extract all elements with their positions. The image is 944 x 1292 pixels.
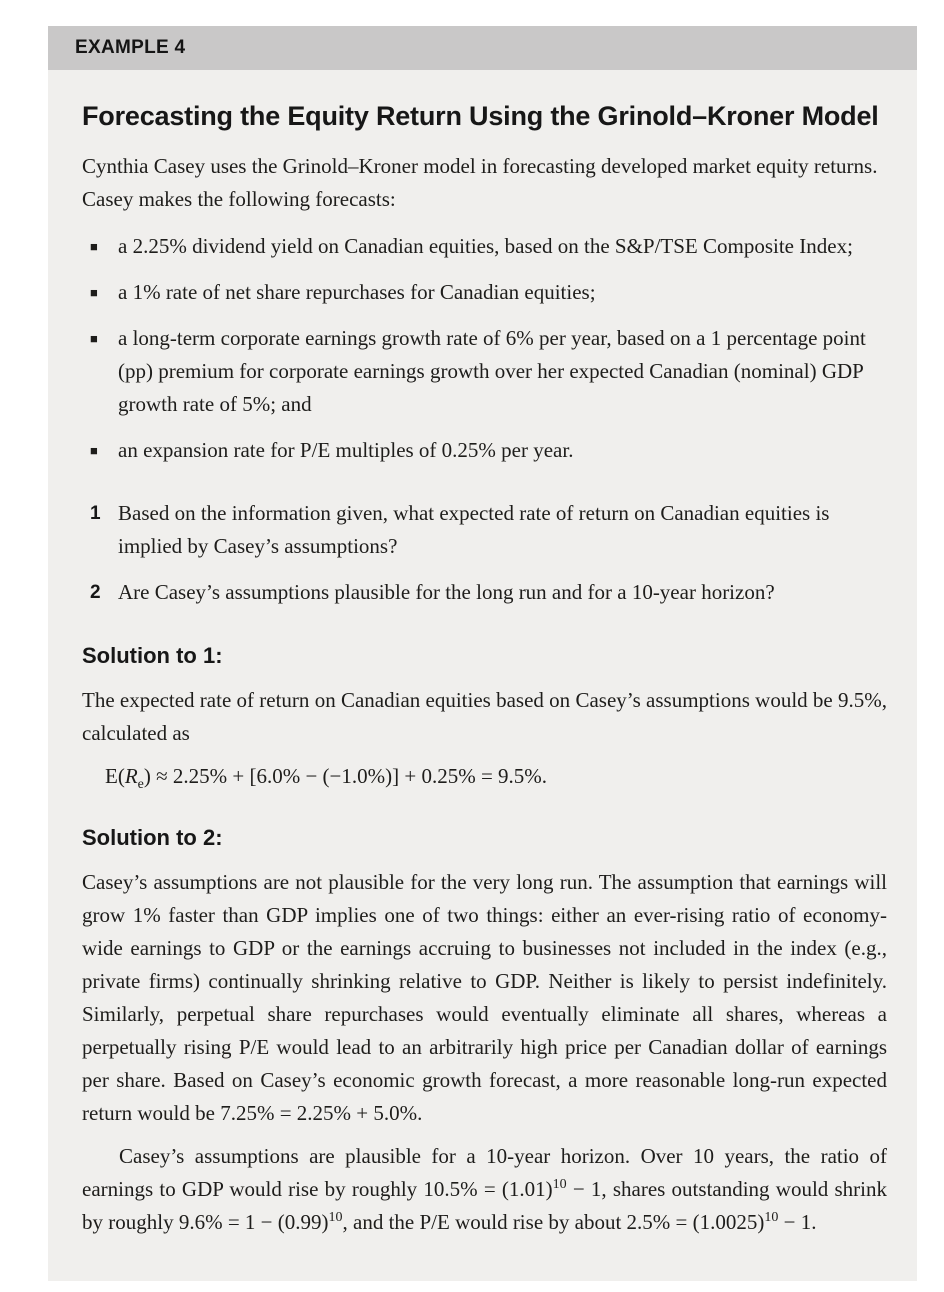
list-item xyxy=(90,322,887,421)
solution-2-paragraph-2 xyxy=(82,1140,887,1239)
question-number: 1 xyxy=(90,503,101,524)
paragraph-text: − 1. xyxy=(778,1210,817,1234)
example-label: EXAMPLE 4 xyxy=(75,37,186,58)
question-text: Based on the information given, what expected rate of return on Canadian equities is implied by Casey’s assumptions? xyxy=(118,501,830,558)
bullet-square-icon: ■ xyxy=(90,285,98,300)
solution-2-heading: Solution to 2: xyxy=(82,825,223,850)
list-item xyxy=(90,230,887,263)
list-item-text: a long-term corporate earnings growth rate of 6% per year, based on a 1 percentage point (pp) premium for corporate earnings growth over her expected Canadian (nominal) GDP growth rate of 5%; and xyxy=(118,326,866,416)
forecast-list xyxy=(82,230,887,467)
example-body xyxy=(48,70,917,1273)
formula-subscript: e xyxy=(137,777,144,793)
exponent: 10 xyxy=(764,1210,779,1225)
formula-variable: R xyxy=(124,764,138,788)
example-box xyxy=(48,26,917,1281)
question-text: Are Casey’s assumptions plausible for the long run and for a 10-year horizon? xyxy=(118,580,775,604)
question-item xyxy=(90,497,887,563)
solution-2-paragraph-1: Casey’s assumptions are not plausible for the very long run. The assumption that earnings will grow 1% faster than GDP implies one of two things: either an ever-rising ratio of economy-wide earnings to GDP or the earnings accruing to businesses not included in the index (e.g., private firms) continually shrinking relative to GDP. Neither is likely to persist indefinitely. Similarly, perpetual share repurchases would eventually eliminate all shares, whereas a perpetually rising P/E would lead to an arbitrarily high price per Canadian dollar of earnings per share. Based on Casey’s economic growth forecast, a more reasonable long-run expected return would be 7.25% = 2.25% + 5.0%. xyxy=(82,870,887,1125)
paragraph-text: , and the P/E would rise by about 2.5% = (1.0025) xyxy=(342,1210,765,1234)
solution-1-paragraph: The expected rate of return on Canadian equities based on Casey’s assumptions would be 9.5%, calculated as xyxy=(82,688,887,745)
bullet-square-icon: ■ xyxy=(90,331,98,346)
question-item xyxy=(90,576,887,609)
formula-text: ) ≈ 2.25% + [6.0% − (−1.0%)] + 0.25% = 9.5%. xyxy=(143,764,548,788)
list-item-text: a 1% rate of net share repurchases for Canadian equities; xyxy=(118,280,596,304)
example-header xyxy=(48,26,917,70)
exponent: 10 xyxy=(328,1210,343,1225)
intro-paragraph: Cynthia Casey uses the Grinold–Kroner model in forecasting developed market equity returns. Casey makes the following forecasts: xyxy=(82,154,878,211)
example-title: Forecasting the Equity Return Using the Grinold–Kroner Model xyxy=(82,101,879,131)
list-item-text: an expansion rate for P/E multiples of 0.25% per year. xyxy=(118,438,574,462)
solution-1-heading: Solution to 1: xyxy=(82,643,223,668)
bullet-square-icon: ■ xyxy=(90,239,98,254)
list-item xyxy=(90,434,887,467)
bullet-square-icon: ■ xyxy=(90,443,98,458)
question-number: 2 xyxy=(90,582,101,603)
list-item-text: a 2.25% dividend yield on Canadian equities, based on the S&P/TSE Composite Index; xyxy=(118,234,853,258)
formula-text: E( xyxy=(105,764,125,788)
paragraph-text: Casey’s assumptions are plausible for a 10-year horizon. Over 10 years, the ratio of earnings to GDP would rise by roughly 10.5% = (1.01) xyxy=(82,1144,887,1201)
exponent: 10 xyxy=(552,1177,567,1192)
list-item xyxy=(90,276,887,309)
grinold-kroner-formula xyxy=(105,760,887,793)
paragraph-text: − 1, shares outstanding would shrink by roughly 9.6% = 1 − (0.99) xyxy=(82,1177,887,1234)
question-list xyxy=(82,497,887,609)
